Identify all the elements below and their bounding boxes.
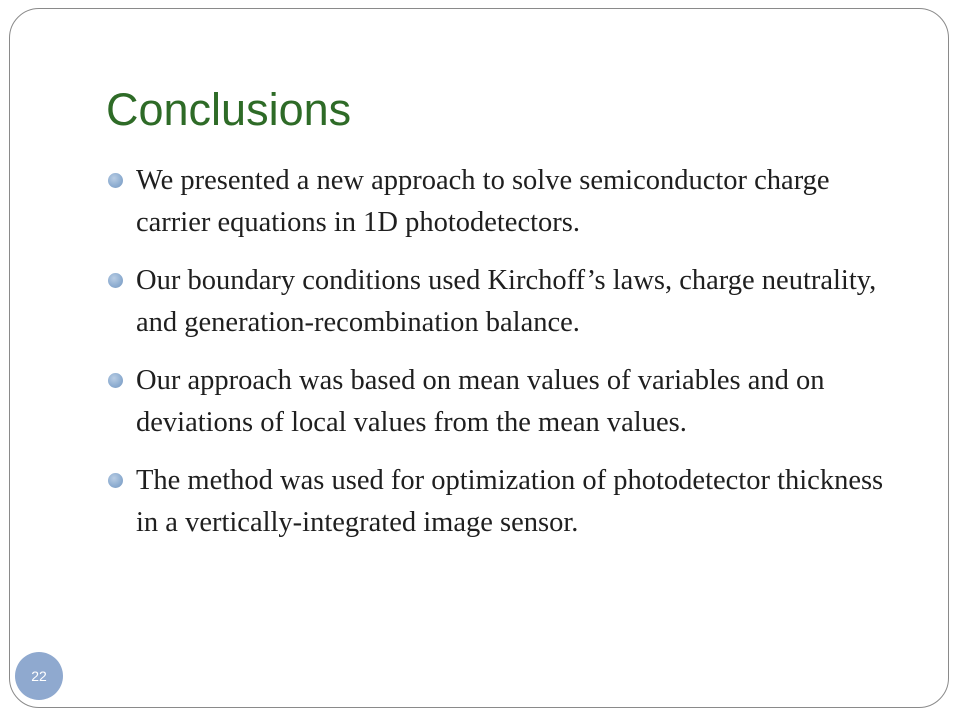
- bullet-dot-icon: [108, 473, 123, 488]
- bullet-item: [106, 160, 906, 244]
- bullet-dot-icon: [108, 273, 123, 288]
- bullet-text: Our boundary conditions used Kirchoff’s laws, charge neutrality, and generation-recombination balance.: [136, 265, 877, 338]
- bullet-text: We presented a new approach to solve semiconductor charge carrier equations in 1D photodetectors.: [136, 165, 830, 238]
- slide-title: Conclusions: [106, 84, 352, 135]
- bullet-item: [106, 460, 906, 544]
- bullet-item: [106, 360, 906, 444]
- bullet-list: [106, 160, 906, 560]
- bullet-text: The method was used for optimization of photodetector thickness in a vertically-integrated image sensor.: [136, 465, 884, 538]
- slide-number-badge: [15, 652, 63, 700]
- slide-number: 22: [31, 668, 47, 684]
- bullet-dot-icon: [108, 173, 123, 188]
- bullet-text: Our approach was based on mean values of variables and on deviations of local values from the mean values.: [136, 365, 825, 438]
- bullet-item: [106, 260, 906, 344]
- bullet-dot-icon: [108, 373, 123, 388]
